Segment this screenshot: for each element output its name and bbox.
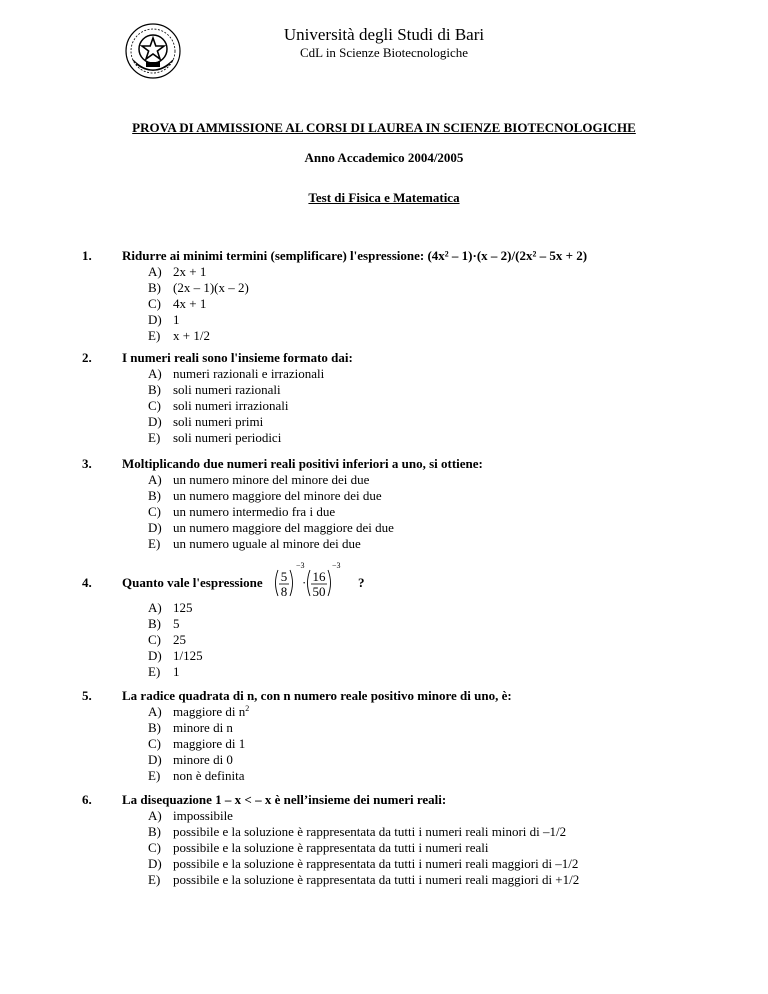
page-title: PROVA DI AMMISSIONE AL CORSI DI LAUREA IN SCIENZE BIOTECNOLOGICHE	[132, 120, 636, 135]
option-letter: C)	[148, 632, 161, 647]
option-b	[148, 720, 249, 736]
option-letter: A)	[148, 264, 162, 279]
question-4	[0, 560, 768, 679]
option-e	[148, 430, 324, 446]
question-number: 3.	[82, 456, 92, 471]
option-letter: B)	[148, 382, 161, 397]
option-text: maggiore di n	[173, 704, 246, 719]
option-letter: A)	[148, 600, 162, 615]
option-letter: D)	[148, 856, 162, 871]
option-letter: E)	[148, 664, 161, 679]
option-text: 1/125	[173, 648, 203, 663]
option-b	[148, 824, 579, 840]
option-letter: B)	[148, 488, 161, 503]
option-b	[148, 280, 249, 296]
question-text: La disequazione 1 – x < – x è nell’insieme dei numeri reali:	[122, 792, 447, 807]
option-letter: C)	[148, 504, 161, 519]
question-mark: ?	[358, 575, 365, 590]
option-letter: B)	[148, 280, 161, 295]
option-letter: E)	[148, 328, 161, 343]
question-text: La radice quadrata di n, con n numero reale positivo minore di uno, è:	[122, 688, 512, 703]
question-number: 2.	[82, 350, 92, 365]
option-text: (2x – 1)(x – 2)	[173, 280, 249, 295]
option-a	[148, 704, 249, 720]
option-e	[148, 768, 249, 784]
option-text: maggiore di 1	[173, 736, 246, 751]
option-letter: B)	[148, 720, 161, 735]
question-text: Ridurre ai minimi termini (semplificare) l'espressione: (4x² – 1)·(x – 2)/(2x² – 5x + 2)	[122, 248, 588, 263]
option-text: 1	[173, 312, 180, 327]
option-c	[148, 296, 249, 312]
options-list	[148, 472, 394, 552]
option-a	[148, 808, 579, 824]
option-letter: C)	[148, 296, 161, 311]
fraction-2-numerator: 16	[312, 569, 326, 584]
option-text: 125	[173, 600, 193, 615]
option-d	[148, 752, 249, 768]
option-e	[148, 536, 394, 552]
option-letter: E)	[148, 430, 161, 445]
option-text: un numero uguale al minore dei due	[173, 536, 361, 551]
question-text: Moltiplicando due numeri reali positivi inferiori a uno, si ottiene:	[122, 456, 483, 471]
option-text: possibile e la soluzione è rappresentata da tutti i numeri reali	[173, 840, 489, 855]
option-c	[148, 398, 324, 414]
option-d	[148, 648, 203, 664]
question-number: 4.	[82, 575, 92, 590]
question-text: Quanto vale l'espressione	[122, 575, 263, 590]
option-a	[148, 264, 249, 280]
fraction-2-denominator: 50	[312, 584, 326, 599]
option-d	[148, 856, 579, 872]
option-letter: D)	[148, 648, 162, 663]
option-letter: C)	[148, 736, 161, 751]
option-text: un numero minore del minore dei due	[173, 472, 370, 487]
fraction-1-denominator: 8	[280, 584, 288, 599]
option-text: x + 1/2	[173, 328, 210, 343]
question-number: 1.	[82, 248, 92, 263]
option-text: soli numeri irrazionali	[173, 398, 289, 413]
option-letter: A)	[148, 808, 162, 823]
expression-formula	[272, 560, 342, 606]
option-letter: D)	[148, 312, 162, 327]
option-letter: E)	[148, 536, 161, 551]
multiply-dot: ·	[302, 575, 307, 590]
university-name: Università degli Studi di Bari	[283, 25, 485, 44]
option-b	[148, 382, 324, 398]
option-text: soli numeri primi	[173, 414, 264, 429]
option-letter: C)	[148, 840, 161, 855]
option-text: possibile e la soluzione è rappresentata da tutti i numeri reali minori di –1/2	[173, 824, 567, 839]
option-letter: A)	[148, 472, 162, 487]
course-name: CdL in Scienze Biotecnologiche	[299, 45, 469, 60]
fraction-1-numerator: 5	[280, 569, 288, 584]
fraction-2-exponent: −3	[332, 561, 341, 570]
option-text: soli numeri razionali	[173, 382, 281, 397]
option-d	[148, 520, 394, 536]
option-text: numeri razionali e irrazionali	[173, 366, 325, 381]
option-text: minore di 0	[173, 752, 233, 767]
question-number: 6.	[82, 792, 92, 807]
options-list	[148, 704, 249, 784]
option-e	[148, 664, 203, 680]
options-list	[148, 366, 324, 446]
test-title: Test di Fisica e Matematica	[308, 190, 460, 205]
option-letter: A)	[148, 366, 162, 381]
option-a	[148, 366, 324, 382]
option-c	[148, 504, 394, 520]
fraction-1-exponent: −3	[296, 561, 305, 570]
option-text: minore di n	[173, 720, 233, 735]
options-list	[148, 264, 249, 344]
option-letter: E)	[148, 872, 161, 887]
option-letter: A)	[148, 704, 162, 719]
option-b	[148, 488, 394, 504]
academic-year: Anno Accademico 2004/2005	[304, 150, 464, 165]
option-c	[148, 632, 203, 648]
option-e	[148, 872, 579, 888]
option-e	[148, 328, 249, 344]
option-letter: B)	[148, 824, 161, 839]
question-text: I numeri reali sono l'insieme formato dai:	[122, 350, 353, 365]
options-list	[148, 808, 579, 888]
option-letter: C)	[148, 398, 161, 413]
option-text: possibile e la soluzione è rappresentata da tutti i numeri reali maggiori di –1/2	[173, 856, 579, 871]
option-text: 1	[173, 664, 180, 679]
options-list	[148, 600, 203, 680]
option-d	[148, 414, 324, 430]
option-text: un numero maggiore del minore dei due	[173, 488, 382, 503]
option-text: 5	[173, 616, 180, 631]
option-letter: B)	[148, 616, 161, 631]
option-c	[148, 840, 579, 856]
option-text: un numero intermedio fra i due	[173, 504, 336, 519]
option-letter: D)	[148, 414, 162, 429]
question-number: 5.	[82, 688, 92, 703]
option-text: possibile e la soluzione è rappresentata da tutti i numeri reali maggiori di +1/2	[173, 872, 580, 887]
option-text: 25	[173, 632, 186, 647]
option-text: non è definita	[173, 768, 245, 783]
option-text: impossibile	[173, 808, 233, 823]
option-d	[148, 312, 249, 328]
option-text: 4x + 1	[173, 296, 207, 311]
option-b	[148, 616, 203, 632]
option-exponent: 2	[245, 704, 250, 713]
option-text: un numero maggiore del maggiore dei due	[173, 520, 394, 535]
option-letter: D)	[148, 520, 162, 535]
option-text: 2x + 1	[173, 264, 207, 279]
option-a	[148, 472, 394, 488]
option-c	[148, 736, 249, 752]
option-text: soli numeri periodici	[173, 430, 282, 445]
option-letter: E)	[148, 768, 161, 783]
option-letter: D)	[148, 752, 162, 767]
option-a	[148, 600, 203, 616]
